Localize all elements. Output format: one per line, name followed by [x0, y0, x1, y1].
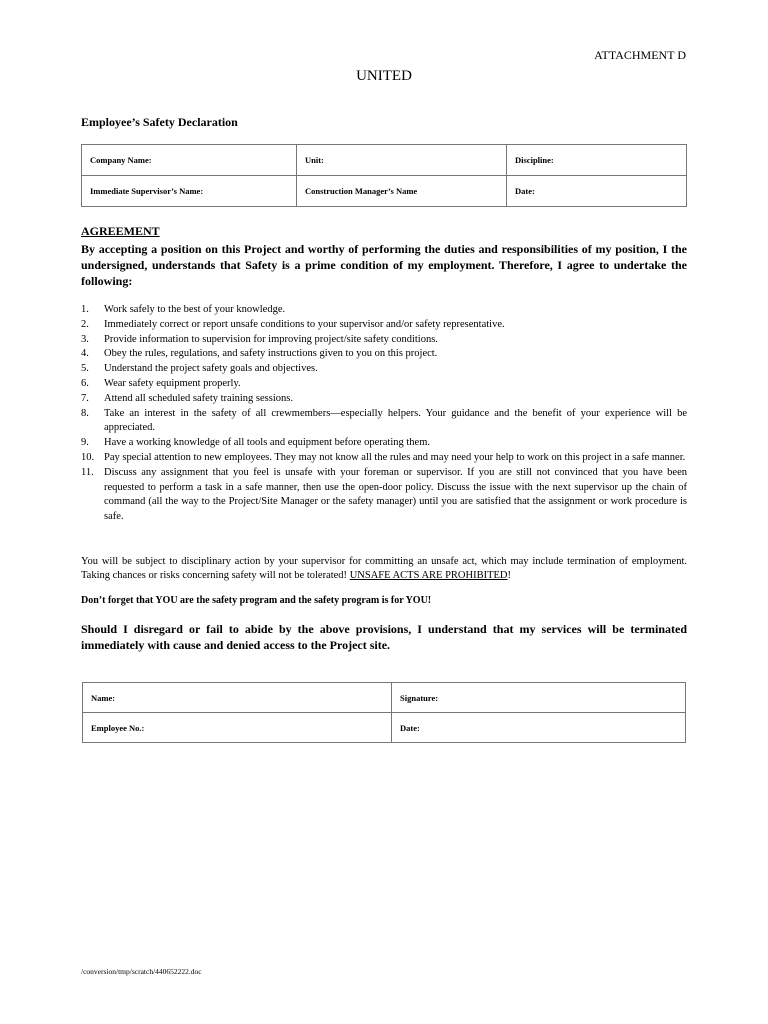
list-item — [81, 407, 687, 437]
signature-field[interactable]: Signature: — [392, 683, 686, 713]
list-number: 9. — [81, 437, 89, 449]
list-item — [81, 347, 687, 362]
list-number: 4. — [81, 348, 89, 360]
document-title: UNITED — [356, 68, 412, 84]
file-path-footer: /conversion/tmp/scratch/440652222.doc — [81, 967, 202, 976]
list-text: Immediately correct or report unsafe conditions to your supervisor and/or safety representative. — [104, 318, 505, 330]
discipline-field[interactable]: Discipline: — [507, 145, 687, 176]
list-number: 11. — [81, 466, 94, 478]
disciplinary-end: ! — [507, 570, 512, 581]
list-text: Have a working knowledge of all tools and equipment before operating them. — [104, 437, 430, 449]
list-item — [81, 466, 687, 525]
disciplinary-notice — [81, 555, 687, 583]
safety-reminder: Don’t forget that YOU are the safety program and the safety program is for YOU! — [81, 595, 432, 606]
list-number: 8. — [81, 407, 89, 419]
employee-info-table — [81, 144, 687, 207]
table-row — [82, 176, 687, 207]
table-row — [83, 683, 686, 713]
list-item — [81, 362, 687, 377]
list-number: 3. — [81, 333, 89, 345]
table-row — [83, 713, 686, 743]
list-text: Wear safety equipment properly. — [104, 377, 241, 389]
list-text: Discuss any assignment that you feel is unsafe with your foreman or supervisor. If you are still not convinced that you have been requested to perform a task in a safe manner, then use the open-door policy. Discuss the issue with the next supervisor up the chain of command (all the way to the Project/Site Manager or the safety manager) until you are satisfied that the assignment or work procedure is safe. — [104, 466, 687, 523]
list-number: 10. — [81, 451, 95, 463]
list-number: 1. — [81, 304, 89, 315]
list-text: Take an interest in the safety of all crewmembers—especially helpers. Your guidance and the benefit of your experience will be appreciated. — [104, 407, 687, 434]
list-item — [81, 451, 687, 466]
list-item — [81, 303, 687, 318]
list-number: 6. — [81, 377, 89, 389]
list-item — [81, 377, 687, 392]
name-field[interactable]: Name: — [83, 683, 392, 713]
disciplinary-text: You will be subject to disciplinary action by your supervisor for committing an unsafe act, which may include termination of employment. Taking chances or risks concerning safety will not be tolerated! — [81, 556, 687, 581]
list-number: 7. — [81, 392, 89, 404]
list-number: 5. — [81, 363, 89, 375]
list-text: Understand the project safety goals and objectives. — [104, 363, 318, 375]
attachment-label: ATTACHMENT D — [594, 48, 686, 62]
list-item — [81, 333, 687, 348]
list-item — [81, 392, 687, 407]
list-text: Pay special attention to new employees. They may not know all the rules and may need your help to work on this project in a safe manner. — [104, 451, 686, 463]
signature-table — [82, 682, 686, 743]
declaration-heading: Employee’s Safety Declaration — [81, 115, 238, 129]
list-item — [81, 436, 687, 451]
list-text: Attend all scheduled safety training sessions. — [104, 392, 293, 404]
agreement-body: By accepting a position on this Project and worthy of performing the duties and responsibilities of my position, I the undersigned, understands that Safety is a prime condition of my employment. Therefore, I agree to undertake the following: — [81, 242, 687, 288]
list-text: Provide information to supervision for improving project/site safety conditions. — [104, 333, 438, 345]
list-text: Work safely to the best of your knowledge. — [104, 304, 286, 315]
safety-rules-list — [81, 303, 687, 525]
construction-manager-field[interactable]: Construction Manager’s Name — [297, 176, 507, 207]
date-field[interactable]: Date: — [507, 176, 687, 207]
signature-date-field[interactable]: Date: — [392, 713, 686, 743]
list-number: 2. — [81, 318, 89, 330]
company-name-field[interactable]: Company Name: — [82, 145, 297, 176]
termination-warning: Should I disregard or fail to abide by the above provisions, I understand that my services will be terminated immediately with cause and denied access to the Project site. — [81, 622, 687, 652]
list-item — [81, 318, 687, 333]
list-text: Obey the rules, regulations, and safety instructions given to you on this project. — [104, 348, 438, 360]
table-row — [82, 145, 687, 176]
supervisor-name-field[interactable]: Immediate Supervisor’s Name: — [82, 176, 297, 207]
employee-number-field[interactable]: Employee No.: — [83, 713, 392, 743]
agreement-heading: AGREEMENT — [81, 224, 160, 238]
unsafe-acts-emphasis: UNSAFE ACTS ARE PROHIBITED — [349, 570, 508, 581]
unit-field[interactable]: Unit: — [297, 145, 507, 176]
